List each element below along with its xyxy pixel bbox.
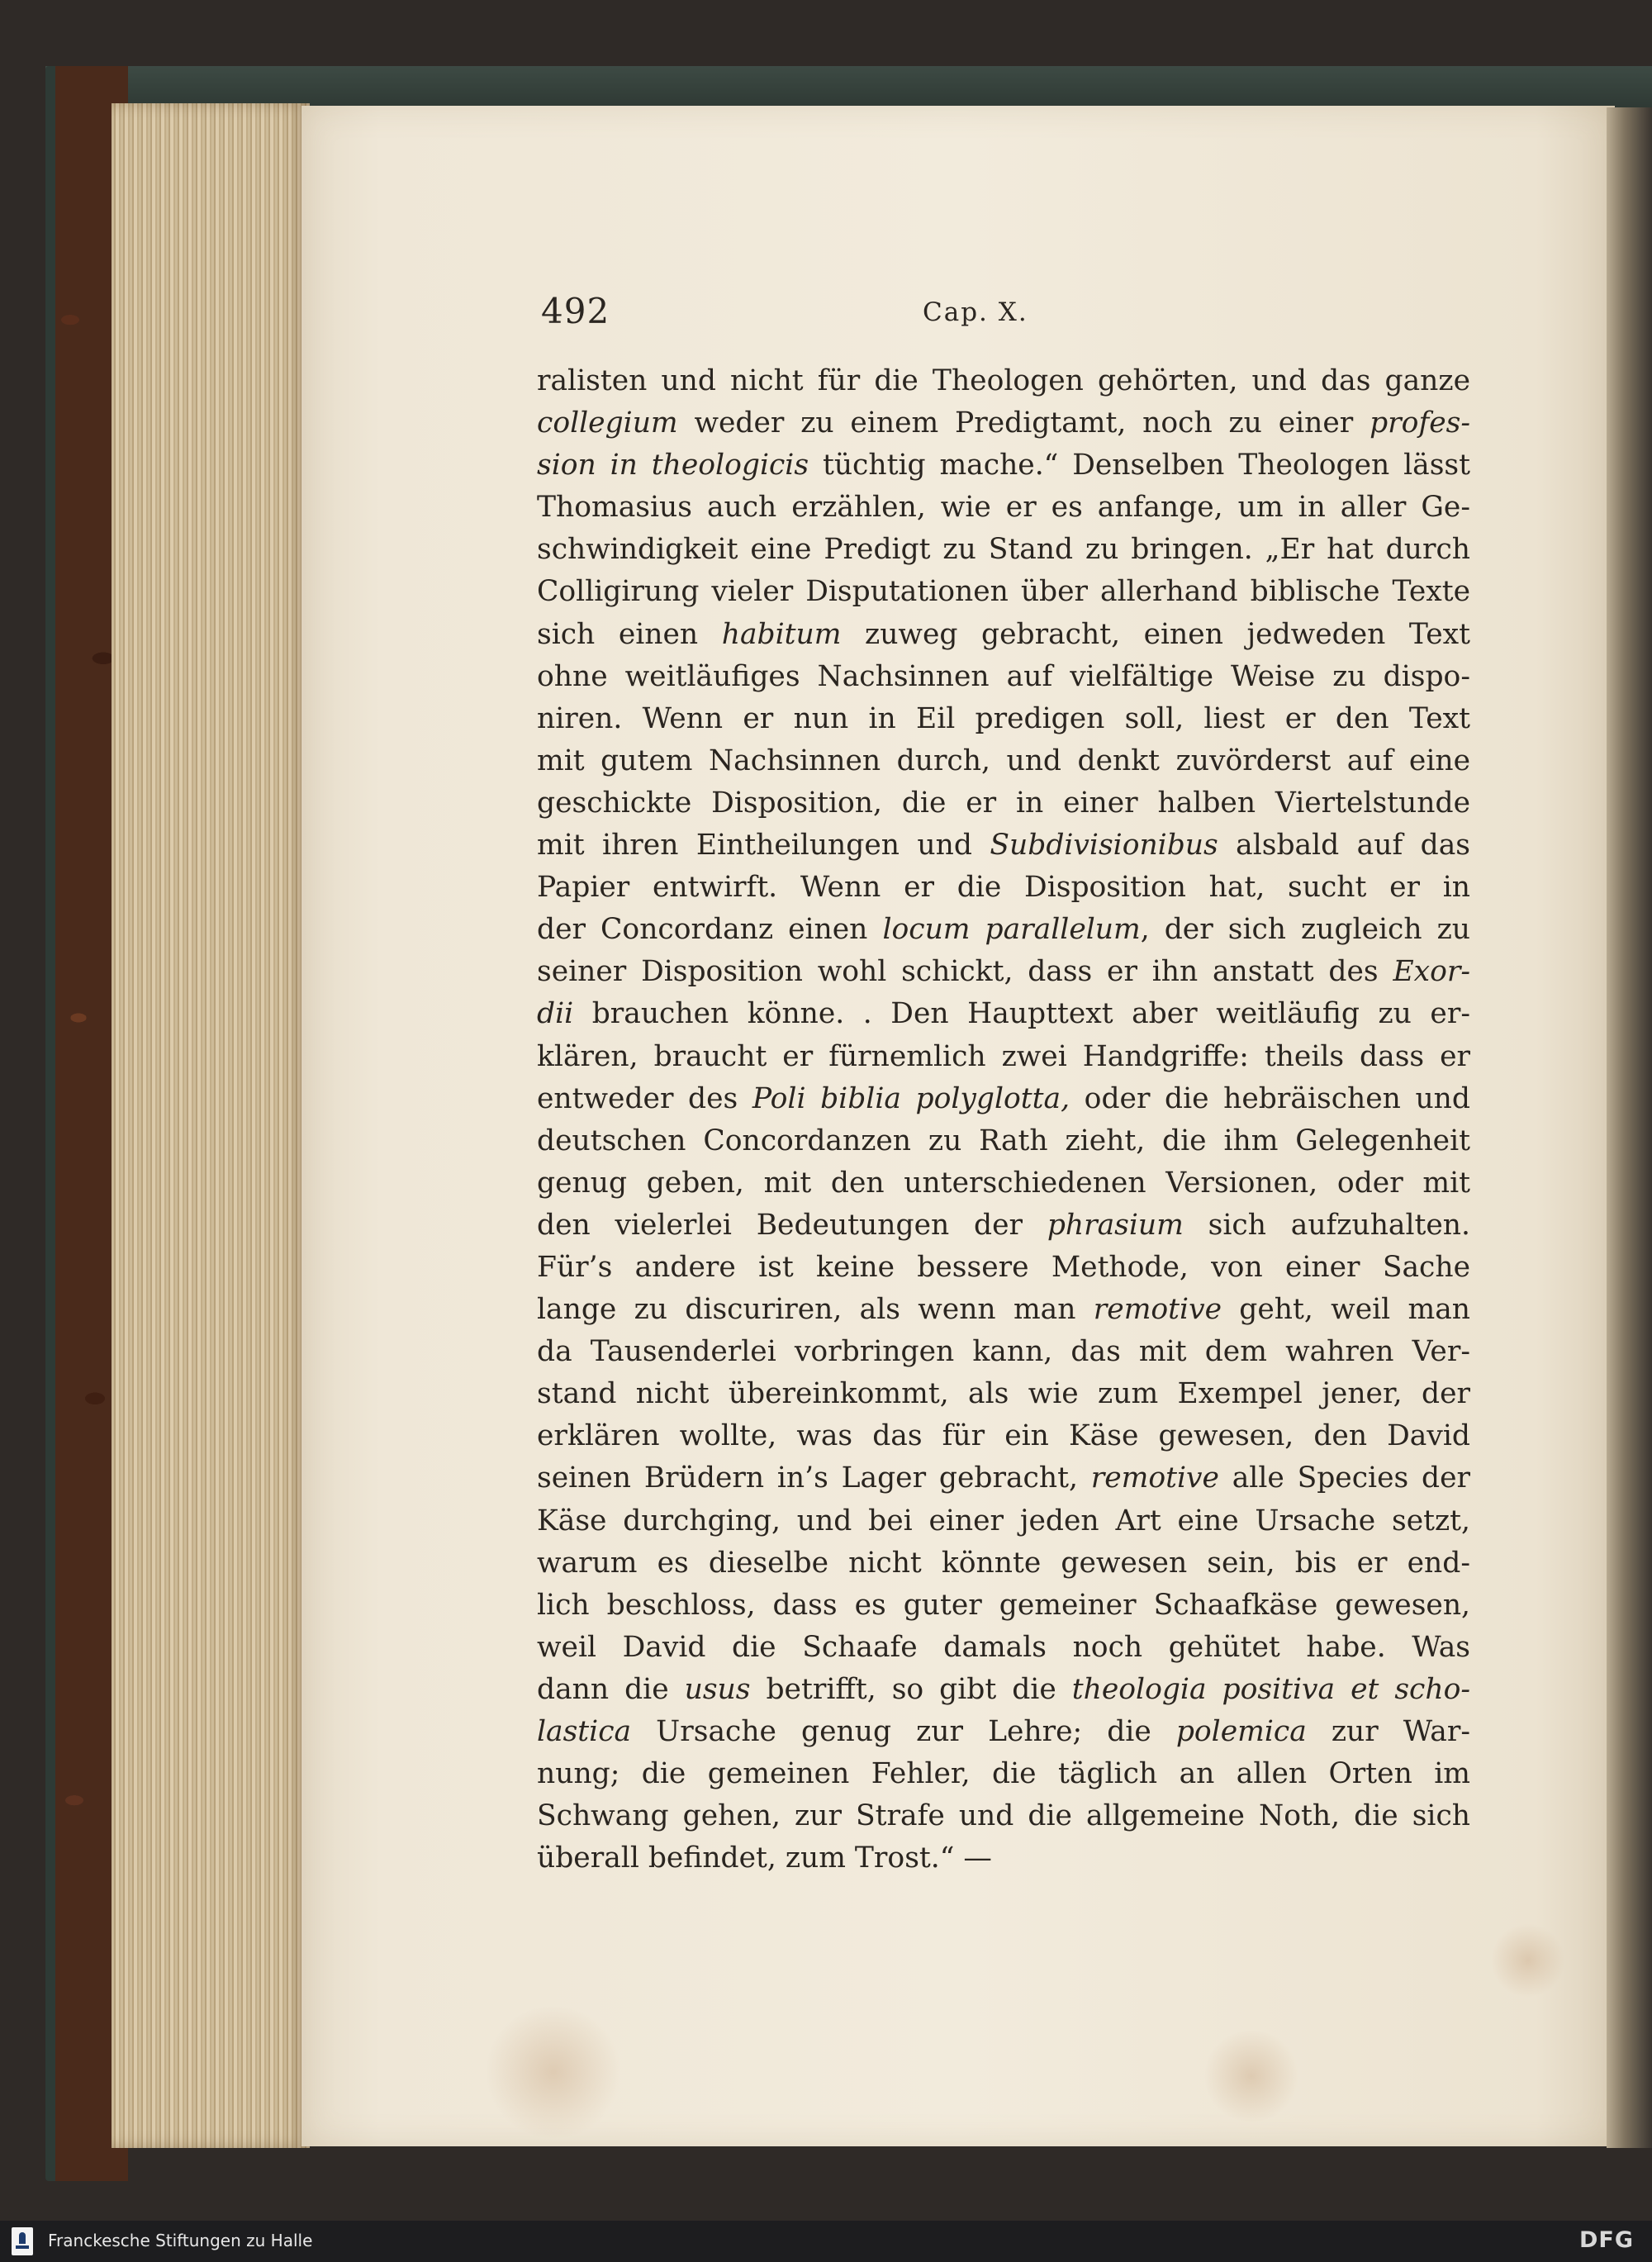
text-line (537, 1753, 1470, 1795)
text-line (537, 1415, 1470, 1457)
text-line (537, 867, 1470, 909)
text-segment: da Tausenderlei vorbringen kann, das mit dem wahren Ver- (537, 1335, 1470, 1369)
page-gutter (1607, 107, 1652, 2148)
text-line (537, 740, 1470, 782)
text-line (537, 656, 1470, 698)
text-segment: dann die (537, 1672, 685, 1706)
text-segment: seinen Brüdern in’s Lager gebracht, (537, 1461, 1091, 1495)
text-segment: lange zu discuriren, als wenn man (537, 1293, 1094, 1327)
text-segment: oder die hebräischen und (1070, 1081, 1470, 1115)
italic-text: locum parallelum (882, 913, 1141, 947)
text-line (537, 1500, 1470, 1542)
institution-logo-icon (12, 2227, 33, 2255)
text-line (537, 1078, 1470, 1120)
text-line (537, 1627, 1470, 1669)
text-segment: weil David die Schaafe damals noch gehütet habe. Was (537, 1630, 1470, 1664)
page-block-edges (112, 103, 310, 2148)
text-segment: betrifft, so gibt die (750, 1672, 1072, 1706)
text-line (537, 951, 1470, 993)
text-line (537, 487, 1470, 529)
italic-text: sion in theologicis (537, 449, 809, 482)
text-segment: alle Species der (1218, 1461, 1470, 1495)
text-segment: ohne weitläufiges Nachsinnen auf vielfältige Weise zu dispo- (537, 659, 1470, 693)
italic-text: lastica (537, 1715, 632, 1748)
text-segment: sich einen (537, 617, 722, 651)
text-segment: warum es dieselbe nicht könnte gewesen sein, bis er end- (537, 1546, 1470, 1580)
text-segment: geht, weil man (1221, 1293, 1470, 1327)
italic-text: habitum (721, 617, 842, 651)
text-segment: lich beschloss, dass es guter gemeiner Schaafkäse gewesen, (537, 1588, 1470, 1622)
text-segment: entweder des (537, 1081, 752, 1115)
italic-text: remotive (1090, 1461, 1219, 1495)
dfg-logo: DFG (1578, 2227, 1634, 2253)
page-number: 492 (541, 291, 610, 331)
text-line (537, 1331, 1470, 1373)
text-segment: zuweg gebracht, einen jedweden Text (841, 617, 1470, 651)
text-segment: Käse durchging, und bei einer jeden Art eine Ursache setzt, (537, 1504, 1470, 1537)
text-line (537, 824, 1470, 867)
text-segment: Schwang gehen, zur Strafe und die allgemeine Noth, die sich (537, 1799, 1470, 1833)
text-segment: den vielerlei Bedeutungen der (537, 1208, 1047, 1242)
text-segment: klären, braucht er fürnemlich zwei Handgriffe: theils dass er (537, 1039, 1470, 1073)
text-line (537, 1036, 1470, 1078)
text-segment: der Concordanz einen (537, 913, 883, 947)
foxing-stain (483, 2006, 624, 2138)
text-line (537, 360, 1470, 402)
text-line (537, 1289, 1470, 1331)
text-line (537, 1373, 1470, 1415)
text-line (537, 1795, 1470, 1837)
text-segment: alsbald auf das (1218, 829, 1470, 863)
text-line (537, 1669, 1470, 1711)
text-line (537, 698, 1470, 740)
italic-text: Exor- (1393, 955, 1470, 989)
text-line (537, 1457, 1470, 1499)
text-segment: deutschen Concordanzen zu Rath zieht, die ihm Gelegenheit (537, 1124, 1470, 1157)
text-line (537, 402, 1470, 444)
text-segment: genug geben, mit den unterschiedenen Versionen, oder mit (537, 1166, 1470, 1200)
text-line (537, 444, 1470, 487)
text-segment: stand nicht übereinkommt, als wie zum Exempel jener, der (537, 1377, 1470, 1411)
text-segment: mit gutem Nachsinnen durch, und denkt zuvörderst auf eine (537, 744, 1470, 777)
text-segment: weder zu einem Predigtamt, noch zu einer (677, 406, 1370, 440)
text-line (537, 1247, 1470, 1289)
italic-text: usus (684, 1672, 751, 1706)
text-line (537, 1837, 1470, 1879)
text-segment: tüchtig mache.“ Denselben Theologen lässt (809, 449, 1470, 482)
text-segment: niren. Wenn er nun in Eil predigen soll, liest er den Text (537, 701, 1470, 735)
text-segment: überall befindet, zum Trost.“ — (537, 1841, 992, 1875)
text-segment: sich aufzuhalten. (1183, 1208, 1470, 1242)
text-line (537, 782, 1470, 824)
italic-text: phrasium (1047, 1208, 1184, 1242)
text-segment: schwindigkeit eine Predigt zu Stand zu bringen. „Er hat durch (537, 533, 1470, 567)
text-segment: zur War- (1306, 1715, 1470, 1748)
text-segment: Ursache genug zur Lehre; die (631, 1715, 1176, 1748)
text-segment: erklären wollte, was das für ein Käse gewesen, den David (537, 1419, 1470, 1453)
footer-bar (0, 2221, 1652, 2262)
italic-text: remotive (1093, 1293, 1222, 1327)
chapter-heading: Cap. X. (923, 297, 1028, 327)
foxing-stain (1491, 1923, 1565, 1998)
running-head (541, 291, 1474, 340)
text-line (537, 1542, 1470, 1585)
text-segment: seiner Disposition wohl schickt, dass er ihn anstatt des (537, 955, 1393, 989)
text-segment: brauchen könne. . Den Haupttext aber weitläufig zu er- (573, 997, 1470, 1031)
text-line (537, 1162, 1470, 1205)
italic-text: dii (537, 997, 574, 1031)
text-segment: Papier entwirft. Wenn er die Disposition hat, sucht er in (537, 871, 1470, 905)
foxing-stain (1202, 2031, 1301, 2122)
italic-text: polemica (1175, 1715, 1307, 1748)
text-segment: Für’s andere ist keine bessere Methode, von einer Sache (537, 1250, 1470, 1284)
footer-institution-name: Franckesche Stiftungen zu Halle (48, 2231, 313, 2250)
text-segment: nung; die gemeinen Fehler, die täglich an allen Orten im (537, 1757, 1470, 1791)
italic-text: Subdivisionibus (990, 829, 1218, 863)
text-line (537, 1585, 1470, 1627)
text-line (537, 614, 1470, 656)
text-line (537, 993, 1470, 1035)
italic-text: profes- (1370, 406, 1470, 440)
text-segment: Colligirung vieler Disputationen über allerhand biblische Texte (537, 575, 1470, 609)
text-line (537, 571, 1470, 613)
text-line (537, 1120, 1470, 1162)
italic-text: theologia positiva et scho- (1071, 1672, 1470, 1706)
text-segment: , der sich zugleich zu (1140, 913, 1470, 947)
text-line (537, 909, 1470, 951)
text-line (537, 1711, 1470, 1753)
text-line (537, 1205, 1470, 1247)
italic-text: Poli biblia polyglotta, (752, 1081, 1070, 1115)
text-line (537, 529, 1470, 571)
text-segment: geschickte Disposition, die er in einer halben Viertelstunde (537, 786, 1470, 820)
italic-text: collegium (537, 406, 678, 440)
body-text (537, 360, 1470, 1879)
text-segment: ralisten und nicht für die Theologen gehörten, und das ganze (537, 364, 1470, 397)
text-segment: Thomasius auch erzählen, wie er es anfange, um in aller Ge- (537, 491, 1470, 525)
text-segment: mit ihren Eintheilungen und (537, 829, 990, 863)
